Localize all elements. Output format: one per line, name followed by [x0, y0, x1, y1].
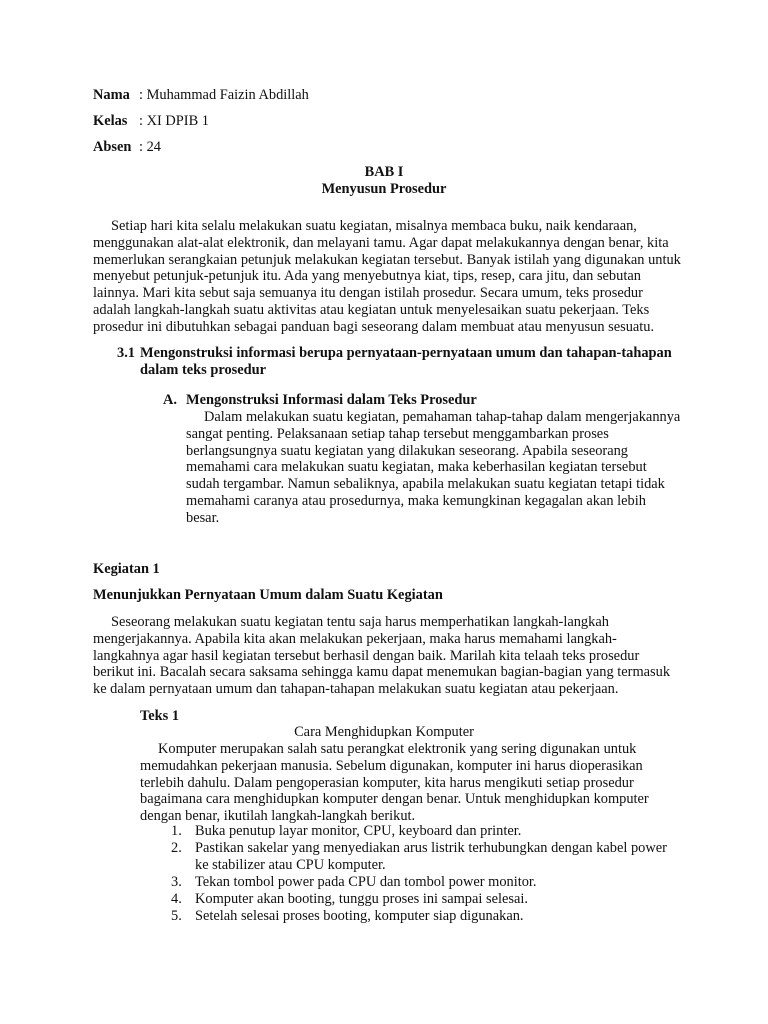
- subsection-line: sudah tergambar. Namun sebaliknya, apabila melakukan suatu kegiatan tetapi tidak: [186, 476, 665, 493]
- text-line: memudahkan pekerjaan manusia. Sebelum digunakan, komputer ini harus dioperasikan: [140, 757, 643, 774]
- step-text: Setelah selesai proses booting, komputer siap digunakan.: [195, 908, 524, 924]
- step-text: Tekan tombol power pada CPU dan tombol power monitor.: [195, 874, 537, 890]
- subsection-letter: A.: [163, 392, 177, 408]
- intro-paragraph: [93, 218, 681, 336]
- activity-line: langkahnya agar hasil kegiatan tersebut berhasil dengan baik. Marilah kita telaah teks prosedur: [93, 647, 640, 664]
- attendance-value: : 24: [139, 139, 161, 155]
- activity-paragraph: [93, 614, 670, 698]
- intro-line: adalah langkah-langkah suatu aktivitas atau kegiatan untuk menyelesaikan suatu pekerjaan. Teks: [93, 301, 650, 318]
- text-line: dengan benar, ikutilah langkah-langkah berikut.: [140, 808, 416, 825]
- subsection-line: Dalam melakukan suatu kegiatan, pemahaman tahap-tahap dalam mengerjakannya: [204, 409, 681, 425]
- text-label: Teks 1: [140, 708, 180, 724]
- intro-line: memerlukan serangkaian petunjuk melakukan kegiatan tersebut. Banyak istilah yang digunakan untuk: [93, 251, 681, 268]
- chapter-number: BAB I: [364, 164, 404, 180]
- activity-line: ke dalam pernyataan umum dan tahapan-tahapan melakukan suatu kegiatan atau pekerjaan.: [93, 681, 619, 698]
- name-label: Nama: [93, 87, 130, 103]
- activity-title: Kegiatan 1: [93, 561, 160, 577]
- step-number: 5.: [171, 908, 182, 924]
- intro-line: menyebut petunjuk-petunjuk itu. Ada yang menyebutnya kiat, tips, resep, cara jitu, dan sebutan: [93, 268, 641, 285]
- section-heading-line: Mengonstruksi informasi berupa pernyataan-pernyataan umum dan tahapan-tahapan: [140, 345, 672, 361]
- text-paragraph: [140, 741, 649, 825]
- step-number: 4.: [171, 891, 182, 907]
- text-line: Komputer merupakan salah satu perangkat elektronik yang sering digunakan untuk: [158, 741, 637, 757]
- chapter-title: Menyusun Prosedur: [321, 181, 447, 197]
- section-heading: [140, 345, 672, 379]
- activity-line: berikut ini. Bacalah secara saksama sehingga kamu dapat menemukan bagian-bagian yang termasuk: [93, 664, 671, 681]
- text-line: terlebih dahulu. Dalam pengoperasian komputer, kita harus mengikuti setiap prosedur: [140, 774, 634, 791]
- step-text: Komputer akan booting, tunggu proses ini sampai selesai.: [195, 891, 528, 907]
- subsection-line: sangat penting. Pelaksanaan setiap tahap tersebut menggambarkan proses: [186, 425, 609, 442]
- step-text: ke stabilizer atau CPU komputer.: [195, 857, 386, 873]
- step-text: Pastikan sakelar yang menyediakan arus listrik terhubungkan dengan kabel power: [195, 840, 667, 856]
- subsection-line: memahami caranya atau prosedurnya, maka kemungkinan kegagalan akan lebih: [186, 492, 646, 509]
- intro-line: lainnya. Mari kita sebut saja semuanya itu dengan istilah prosedur. Secara umum, teks prosedur: [93, 285, 643, 302]
- subsection-paragraph: [186, 409, 680, 527]
- text-line: bagaimana cara menghidupkan komputer dengan benar. Untuk menghidupkan komputer: [140, 791, 649, 808]
- intro-line: menggunakan alat-alat elektronik, dan melayani tamu. Agar dapat melakukannya dengan benar, kita: [93, 234, 669, 251]
- subsection-line: berlangsungnya suatu kegiatan yang dilakukan seseorang. Apabila seseorang: [186, 442, 628, 459]
- activity-subtitle: Menunjukkan Pernyataan Umum dalam Suatu Kegiatan: [93, 587, 443, 603]
- section-heading-line: dalam teks prosedur: [140, 361, 267, 378]
- class-label: Kelas: [93, 113, 128, 129]
- step-number: 3.: [171, 874, 182, 890]
- subsection-line: memahami cara melakukan suatu kegiatan, maka keberhasilan kegiatan tersebut: [186, 459, 647, 476]
- text-title: Cara Menghidupkan Komputer: [294, 724, 474, 740]
- activity-line: Seseorang melakukan suatu kegiatan tentu saja harus memperhatikan langkah-langkah: [111, 614, 609, 630]
- class-value: : XI DPIB 1: [139, 113, 209, 129]
- step-text: Buka penutup layar monitor, CPU, keyboard dan printer.: [195, 823, 522, 839]
- step-number: 1.: [171, 823, 182, 839]
- intro-line: Setiap hari kita selalu melakukan suatu kegiatan, misalnya membaca buku, naik kendaraan,: [111, 218, 637, 234]
- intro-line: prosedur ini dibutuhkan sebagai panduan bagi seseorang dalam membuat atau menyusun sesuatu.: [93, 318, 655, 335]
- section-number: 3.1: [117, 345, 135, 361]
- activity-line: mengerjakannya. Apabila kita akan melakukan pekerjaan, maka harus memahami langkah-: [93, 630, 617, 647]
- subsection-line: besar.: [186, 509, 220, 526]
- step-number: 2.: [171, 840, 182, 856]
- subsection-title: Mengonstruksi Informasi dalam Teks Prosedur: [186, 392, 477, 408]
- name-value: : Muhammad Faizin Abdillah: [139, 87, 309, 103]
- attendance-label: Absen: [93, 139, 132, 155]
